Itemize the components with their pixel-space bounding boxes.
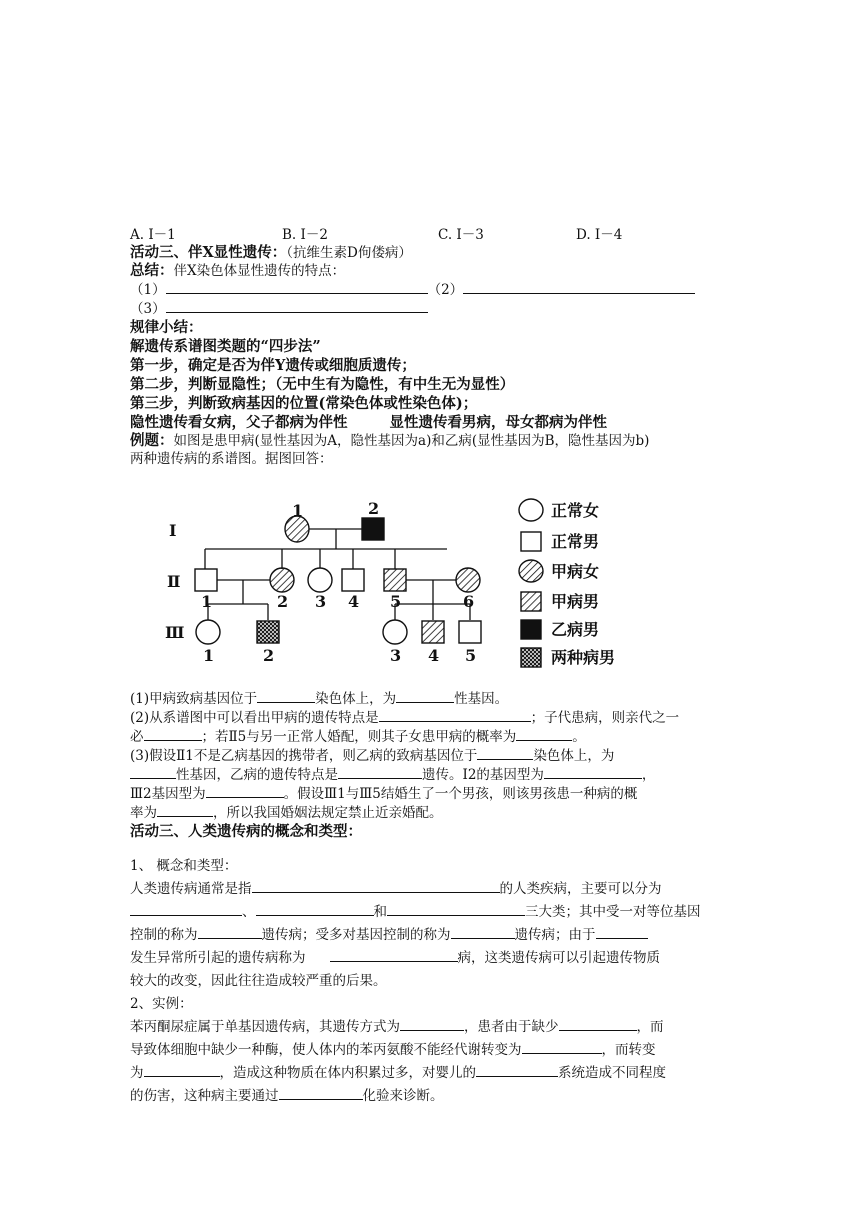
legend-symbol-a-female — [519, 560, 543, 582]
example-text2: 两种遗传病的系谱图。据图回答： — [130, 451, 333, 467]
gen-label-I: Ⅰ — [169, 521, 177, 540]
q1-text-a: (1)甲病致病基因位于 — [130, 691, 258, 707]
s2-blank4[interactable] — [144, 1063, 220, 1077]
q3-text-i: ，所以我国婚姻法规定禁止近亲婚配。 — [213, 805, 443, 821]
s1-blank8[interactable] — [330, 948, 458, 962]
item1-label: （1） — [130, 282, 166, 298]
rule-line3: 第二步，判断显隐性；（无中生有为隐性，有中生无为显性） — [130, 376, 515, 393]
num-III1: 1 — [203, 646, 215, 665]
pedigree-II4 — [342, 569, 364, 591]
legend-symbol-a-male — [521, 592, 541, 611]
s1-text-d: 和 — [373, 904, 387, 920]
q2-text-d: ；若Ⅱ5与另一正常人婚配，则其子女患甲病的概率为 — [201, 729, 517, 745]
s2-text-c: ，而 — [636, 1019, 664, 1035]
pedigree-III4 — [422, 621, 444, 643]
s2-text-d: 导致体细胞中缺少一种酶，使人体内的苯丙氨酸不能经代谢转变为 — [130, 1042, 522, 1058]
q3-blank1[interactable] — [477, 746, 533, 760]
num-III4: 4 — [428, 646, 440, 665]
pedigree-II5 — [384, 569, 406, 591]
example-label: 例题： — [130, 432, 174, 449]
q3-blank2[interactable] — [130, 765, 176, 779]
num-II1: 1 — [201, 592, 213, 611]
q3-text-c: 性基因，乙病的遗传特点是 — [176, 767, 338, 783]
rule-line5a: 隐性遗传看女病，父子都病为伴性 — [130, 414, 348, 431]
q2-text-e: 。 — [572, 729, 586, 745]
item2-label: （2） — [427, 282, 464, 298]
section-genetic-disease — [130, 855, 740, 1108]
pedigree-II6 — [456, 568, 480, 592]
q2-text-b: ；子代患病，则亲代之一 — [530, 710, 680, 726]
s1-text-k: 较大的改变，因此往往造成较严重的后果。 — [130, 973, 387, 989]
legend-symbol-normal-male — [521, 532, 541, 551]
activity3-title: 活动三、伴X显性遗传： — [130, 244, 287, 261]
s2-blank5[interactable] — [476, 1063, 558, 1077]
pedigree-III3 — [383, 620, 407, 644]
option-c[interactable]: C. Ⅰ－3 — [438, 227, 484, 243]
s1-text-j: 病，这类遗传病可以引起遗传物质 — [457, 950, 660, 966]
s2-blank1[interactable] — [400, 1017, 464, 1031]
s1-blank7[interactable] — [596, 925, 648, 939]
s1-text-f: 控制的称为 — [130, 927, 198, 943]
s1-blank6[interactable] — [451, 925, 515, 939]
s1-blank1[interactable] — [252, 879, 500, 893]
answer-options — [130, 226, 740, 244]
rule-title: 规律小结： — [130, 319, 203, 336]
pedigree-III2 — [257, 621, 279, 643]
q3-text-f: Ⅲ2基因型为 — [130, 786, 206, 802]
legend-symbol-b-male — [521, 620, 541, 639]
legend-normal-male: 正常男 — [551, 532, 600, 551]
s2-text-b: ，患者由于缺少 — [464, 1019, 559, 1035]
s2-text-i: 的伤害，这种病主要通过 — [130, 1088, 279, 1104]
item3-label: （3） — [130, 301, 166, 317]
s1-text-e: 三大类；其中受一对等位基因 — [525, 904, 701, 920]
pedigree-diagram — [155, 492, 755, 682]
s1-blank3[interactable] — [256, 902, 374, 916]
q2-blank1[interactable] — [379, 708, 531, 722]
legend-symbol-normal-female — [519, 499, 543, 521]
q3-text-b: 染色体上，为 — [533, 748, 615, 764]
q1-blank1[interactable] — [257, 689, 315, 703]
s1-text-c: 、 — [242, 904, 256, 920]
pedigree-II1 — [195, 569, 217, 591]
item2-blank[interactable] — [463, 280, 695, 294]
pedigree-II2 — [270, 568, 294, 592]
pedigree-III1 — [196, 620, 220, 644]
num-II6: 6 — [463, 592, 475, 611]
rule-line5b: 显性遗传看男病，母女都病为伴性 — [389, 414, 607, 431]
s1-text-b: 的人类疾病，主要可以分为 — [499, 881, 662, 897]
item1-blank[interactable] — [166, 280, 428, 294]
option-b[interactable]: B. Ⅰ－2 — [282, 227, 328, 243]
legend-normal-female: 正常女 — [551, 501, 600, 520]
num-II4: 4 — [348, 592, 360, 611]
q3-text-e: ， — [641, 767, 656, 783]
legend-both-male: 两种病男 — [551, 648, 616, 667]
num-I1: 1 — [292, 501, 304, 520]
s2-blank2[interactable] — [559, 1017, 637, 1031]
legend-symbol-both-male — [521, 648, 541, 667]
s1-blank4[interactable] — [387, 902, 525, 916]
num-III3: 3 — [390, 646, 402, 665]
q1-text-b: 染色体上，为 — [315, 691, 397, 707]
q3-blank6[interactable] — [157, 803, 213, 817]
questions — [130, 689, 740, 841]
s2-text-g: ，造成这种物质在体内积累过多，对婴儿的 — [219, 1065, 476, 1081]
q3-blank4[interactable] — [544, 765, 642, 779]
s2-text-f: 为 — [130, 1065, 144, 1081]
s1-blank5[interactable] — [198, 925, 262, 939]
q2-text-c: 必 — [130, 729, 144, 745]
item3-blank[interactable] — [166, 299, 428, 313]
option-a[interactable]: A. Ⅰ－1 — [130, 227, 176, 243]
gen-label-II: Ⅱ — [167, 572, 181, 591]
s1-blank2[interactable] — [130, 902, 242, 916]
q3-text-h: 率为 — [130, 805, 157, 821]
gen-label-III: Ⅲ — [165, 623, 185, 642]
pedigree-I2 — [362, 518, 384, 540]
q3-text-a: (3)假设Ⅱ1不是乙病基因的携带者，则乙病的致病基因位于 — [130, 748, 478, 764]
num-III2: 2 — [263, 646, 275, 665]
q1-blank2[interactable] — [396, 689, 454, 703]
s2-blank3[interactable] — [522, 1040, 602, 1054]
q3-text-g: 。假设Ⅲ1与Ⅲ5结婚生了一个男孩，则该男孩患一种病的概 — [283, 786, 638, 802]
s1-text-i: 发生异常所引起的遗传病称为 — [130, 950, 306, 966]
pedigree-II3 — [308, 568, 332, 592]
legend-b-male: 乙病男 — [551, 620, 600, 639]
s1-title: 1、 概念和类型： — [130, 858, 238, 874]
s1-text-g: 遗传病；受多对基因控制的称为 — [261, 927, 451, 943]
num-I2: 2 — [368, 499, 380, 518]
s2-blank6[interactable] — [279, 1086, 363, 1100]
q3-text-d: 遗传。Ⅰ2的基因型为 — [422, 767, 544, 783]
q3-blank5[interactable] — [206, 784, 284, 798]
s1-text-a: 人类遗传病通常是指 — [130, 881, 252, 897]
s2-text-j: 化验来诊断。 — [362, 1088, 444, 1104]
example-text1: 如图是患甲病(显性基因为A，隐性基因为a)和乙病(显性基因为B，隐性基因为b) — [173, 433, 650, 449]
rule-line1: 解遗传系谱图类题的“四步法” — [130, 338, 321, 355]
legend-a-female: 甲病女 — [551, 562, 600, 581]
activity3b-title: 活动三、人类遗传病的概念和类型： — [130, 823, 362, 840]
rule-line2: 第一步，确定是否为伴Y遗传或细胞质遗传； — [130, 357, 416, 374]
s2-title: 2、实例： — [130, 996, 193, 1012]
s2-text-a: 苯丙酮尿症属于单基因遗传病，其遗传方式为 — [130, 1019, 400, 1035]
s2-text-h: 系统造成不同程度 — [558, 1065, 666, 1081]
num-II3: 3 — [315, 592, 327, 611]
worksheet — [130, 226, 740, 468]
legend-a-male: 甲病男 — [551, 592, 600, 611]
activity3-note: （抗维生素D佝偻病） — [286, 245, 412, 261]
summary-label: 总结： — [130, 262, 174, 279]
q1-text-c: 性基因。 — [454, 691, 509, 707]
option-d[interactable]: D. Ⅰ－4 — [576, 227, 623, 243]
num-II5: 5 — [390, 592, 402, 611]
num-II2: 2 — [277, 592, 289, 611]
q2-blank3[interactable] — [516, 727, 572, 741]
s1-text-h: 遗传病；由于 — [514, 927, 596, 943]
s2-text-e: ，而转变 — [601, 1042, 656, 1058]
num-III5: 5 — [465, 646, 477, 665]
q2-blank2[interactable] — [144, 727, 202, 741]
summary-text: 伴X染色体显性遗传的特点： — [173, 263, 346, 279]
rule-line4: 第三步，判断致病基因的位置(常染色体或性染色体)； — [130, 395, 478, 412]
q3-blank3[interactable] — [338, 765, 422, 779]
pedigree-III5 — [459, 621, 481, 643]
q2-text-a: (2)从系谱图中可以看出甲病的遗传特点是 — [130, 710, 379, 726]
